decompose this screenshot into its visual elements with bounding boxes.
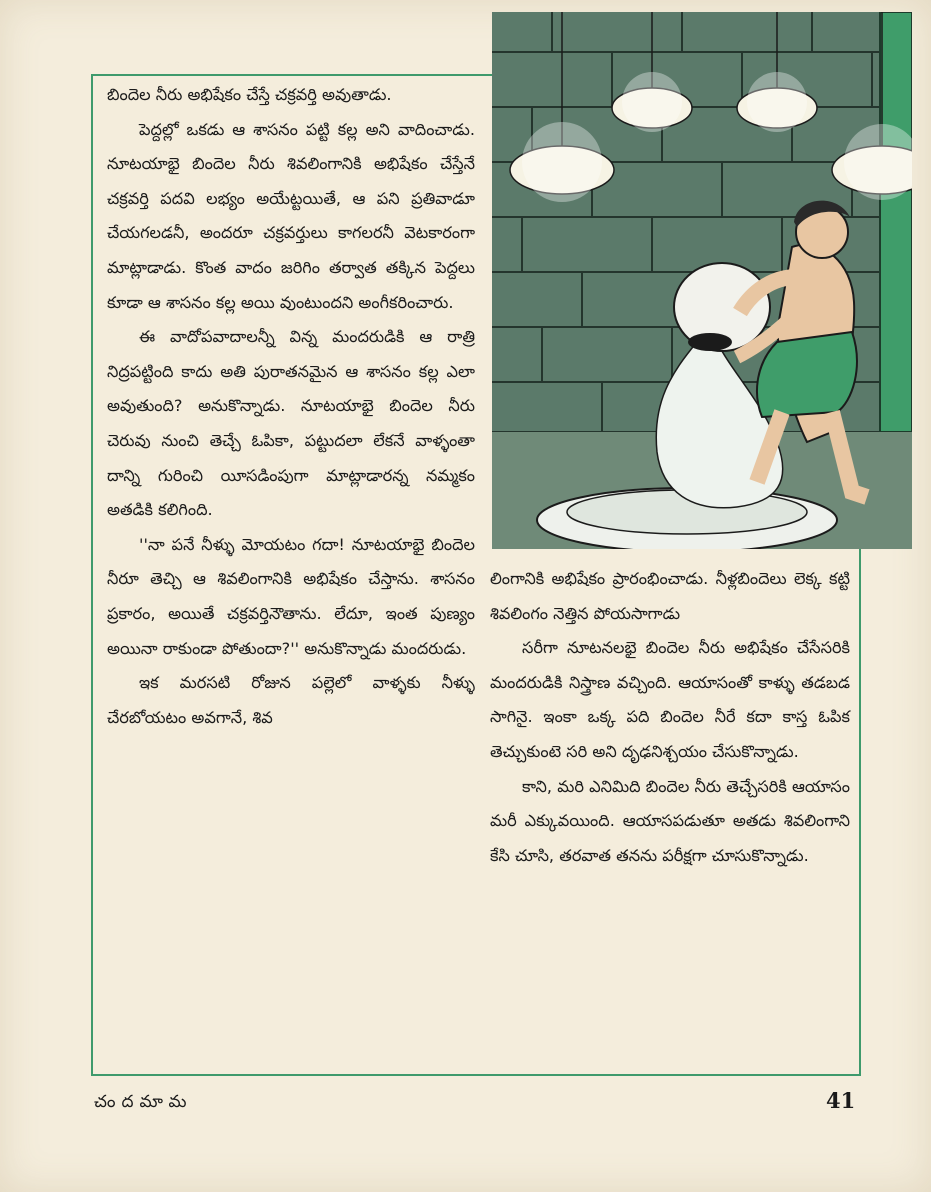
paragraph: ఇక మరసటి రోజున పల్లెలో వాళ్ళకు నీళ్ళు చేరబోయటం అవగానే, శివ (107, 673, 475, 727)
left-text-column (107, 78, 475, 735)
paragraph: కాని, మరి ఎనిమిది బిందెల నీరు తెచ్చేసరికి ఆయాసం మరీ ఎక్కువయింది. ఆయాసపడుతూ అతడు శివలింగాని కేసి చూసి, తరవాత తనను పరీక్షగా చూసుకొన్నాడు. (490, 776, 850, 865)
paragraph: బిందెల నీరు అభిషేకం చేస్తే చక్రవర్తి అవుతాడు. (107, 85, 392, 104)
magazine-name: చందమామ (94, 1092, 193, 1112)
paragraph: పెద్దల్లో ఒకడు ఆ శాసనం పట్టి కల్ల అని వాదించాడు. నూటయాభై బిందెల నీరు శివలింగానికి అభిషేకం చేస్తేనే చక్రవర్తి పదవి లభ్యం అయేట్టయితే, ఆ పని ప్రతివాడూ చేయగలడనీ, అందరూ చక్రవర్తులు కాగలరనీ వెటకారంగా మాట్లాడాడు. కొంత వాదం జరిగిం తర్వాత తక్కిన పెద్దలు కూడా ఆ శాసనం కల్ల అయి వుంటుందని అంగీకరించారు. (107, 119, 475, 312)
illustration (492, 12, 912, 549)
right-text-column (490, 562, 850, 873)
paragraph: ఈ వాదోపవాదాలన్నీ విన్న మందరుడికి ఆ రాత్రి నిద్రపట్టింది కాదు అతి పురాతనమైన ఆ శాసనం కల్ల ఎలా అవుతుంది? అనుకొన్నాడు. నూటయాభై బిందెల నీరు చెరువు నుంచి తెచ్చే ఓపికా, పట్టుదలా లేకనే వాళ్ళంతా దాన్ని గురించి యీసడింపుగా మాట్లాడారన్న నమ్మకం అతడికి కలిగింది. (107, 327, 475, 520)
paragraph: సరీగా నూటనలభై బిందెల నీరు అభిషేకం చేసేసరికి మందరుడికి నిస్త్రాణ వచ్చింది. ఆయాసంతో కాళ్ళు తడబడ సాగినై. ఇంకా ఒక్క పది బిందెల నీరే కదా కాస్త ఓపిక తెచ్చుకుంటె సరి అని దృఢనిశ్చయం చేసుకొన్నాడు. (490, 638, 850, 761)
illustration-svg (492, 12, 912, 549)
paragraph: లింగానికి అభిషేకం ప్రారంభించాడు. నీళ్లబిందెలు లెక్క కట్టి శివలింగం నెత్తిన పోయసాగాడు (490, 569, 850, 623)
paragraph: ''నా పనే నీళ్ళు మోయటం గదా! నూటయాభై బిందెల నీరూ తెచ్చి ఆ శివలింగానికి అభిషేకం చేస్తాను. శాసనం ప్రకారం, అయితే చక్రవర్తినౌతాను. లేదూ, ఇంత పుణ్యం అయినా రాకుండా పోతుందా?'' అనుకొన్నాడు మందరుడు. (107, 534, 475, 658)
page-number: 41 (826, 1088, 856, 1113)
